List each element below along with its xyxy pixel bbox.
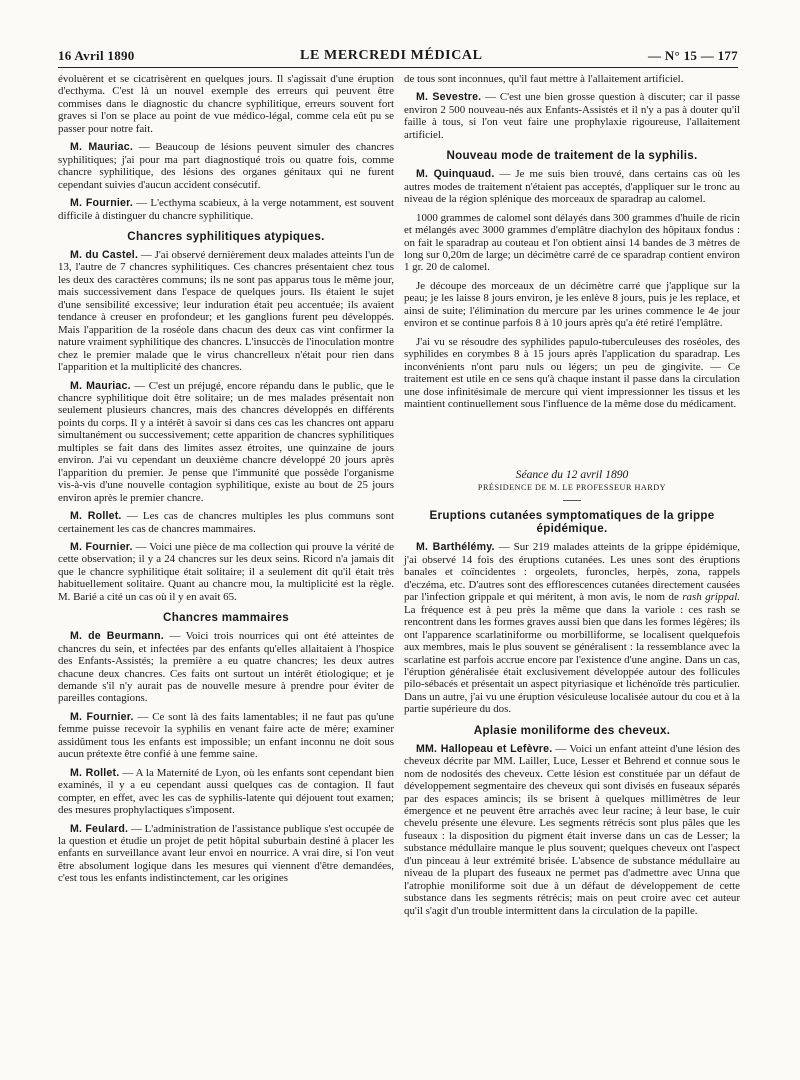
- speaker-name: M. Mauriac.: [70, 141, 133, 154]
- paragraph-text: — C'est un préjugé, encore répandu dans le public, que le chancre syphilitique doit être solitaire; un de mes malades présentait non seulement plusieurs chancres, mais des chancres développés en différents points du corps. Il y a intérêt à savoir si dans ces cas les chancres ont apparu simultanément ou successivement; cette apparition de chancres syphilitiques multiples se fait dans des limites assez étroites, une quinzaine de jours environ. J'ai vu cependant un deuxième chancre développé 20 jours après l'apparition du premier. Je pense que l'immunité que possède l'organisme vis-à-vis d'une nouvelle contagion syphilitique, existe au bout de 25 jours environ après le premier chancre.: [58, 379, 394, 504]
- section-heading: Eruptions cutanées symptomatiques de la grippe épidémique.: [429, 509, 715, 536]
- section-heading: Chancres mammaires: [163, 611, 289, 625]
- paragraph: [58, 823, 394, 885]
- paragraph: [58, 197, 394, 222]
- paragraph: 1000 grammes de calomel sont délayés dans 300 grammes d'huile de ricin et mélangés avec 3000 grammes d'emplâtre diachylon des hôpitaux fondus : on fait le sparadrap au couteau et l'on obtient ainsi 14 bandes de 3 mètres de long sur 0,20m de large; un décimètre carré de ce sparadrap contient environ 1 gr. 20 de calomel.: [404, 211, 740, 274]
- paragraph-text: — C'est une bien grosse question à discuter; car il passe environ 2 500 nouveau-nés aux Enfants-Assistés et il n'y a pas à douter qu'il faille à tous, si l'on veut faire une prophylaxie rigoureuse, l'allaitement artificiel.: [404, 91, 740, 141]
- speaker-name: M. Fournier.: [70, 710, 134, 723]
- paragraph: [404, 168, 740, 205]
- divider: [563, 500, 581, 501]
- paragraph-text: — L'administration de l'assistance publique s'est occupée de la question et étudie un projet de petit hôpital suburbain destiné à placer les enfants en surveillance avant leur envoi en nourrice. A vrai dire, si l'on veut être absolument logique dans les mesures qui viennent d'être demandées, c'est tous les enfants indistinctement, car les origines: [58, 822, 395, 885]
- paragraph: [58, 541, 394, 603]
- article-columns: [58, 73, 740, 923]
- speaker-name: M. Rollet.: [70, 510, 122, 523]
- paragraph: [58, 141, 394, 191]
- paragraph: [58, 380, 394, 505]
- paragraph: [404, 91, 740, 141]
- speaker-name: M. Rollet.: [70, 766, 120, 779]
- session-presidency: PRÉSIDENCE DE M. LE PROFESSEUR HARDY: [477, 483, 667, 493]
- paragraph-text: — L'ecthyma scabieux, à la verge notamment, est souvent difficile à distinguer du chancre syphilitique.: [58, 197, 394, 222]
- paragraph-text: — Je me suis bien trouvé, dans certains cas où les autres modes de traitement n'étaient pas acceptés, d'appliquer sur le tronc au niveau de la région splénique des morceaux de sparadrap au calomel.: [404, 168, 740, 206]
- speaker-name: M. Feulard.: [70, 822, 129, 835]
- paragraph: [58, 711, 394, 761]
- header-date: 16 Avril 1890: [58, 48, 135, 63]
- speaker-name: M. Barthélémy.: [416, 541, 495, 554]
- left-column: [58, 73, 394, 923]
- section-heading: Chancres syphilitiques atypiques.: [127, 229, 325, 243]
- speaker-name: M. du Castel.: [70, 248, 139, 261]
- speaker-name: M. Mauriac.: [70, 379, 131, 392]
- paragraph-text: — Voici une pièce de ma collection qui prouve la vérité de cette observation; il y a 24 chancres sur les deux seins. Ricord n'a jamais dit que le chancre syphilitique était solitaire; il a seulement dit qu'il était très habituellement solitaire. Quant au chancre mou, la multiplicité est la règle. M. Barié a cité un cas où il y en avait 65.: [58, 540, 395, 603]
- paragraph: de tous sont inconnues, qu'il faut mettre à l'allaitement artificiel.: [404, 73, 684, 85]
- speaker-name: M. Quinquaud.: [416, 168, 495, 181]
- speaker-name: M. Fournier.: [70, 197, 133, 210]
- paragraph-text: — J'ai observé dernièrement deux malades atteints l'un de 13, l'autre de 7 chancres syphilitiques. Ces chancres présentaient chez tous les deux des caractères communs; ils ne sont pas apparus tous le même jour, mais successivement dans l'espace de quelques jours. Ils étaient le sujet d'une sensibilité excessive; leur induration était peu accentuée; ils avaient tendance à creuser en profondeur; et les ganglions furent peu développés. Mais l'apparition de la roséole dans chacun des deux cas vint confirmer la nature vraiment syphilitique des chancres. L'insuccès de l'inoculation montre chez le premier malade que le virus chancrelleux n'était pour rien dans l'apparition et la multiplicité des chancres.: [58, 248, 395, 374]
- paragraph-text: — Beaucoup de lésions peuvent simuler des chancres syphilitiques; j'ai pour ma part diagnostiqué trois ou quatre fois, comme chancre syphilitique, des lésions des organes génitaux qui ne furent cependant suivies d'aucun accident consécutif.: [58, 141, 394, 191]
- paragraph-text: — A la Maternité de Lyon, où les enfants sont cependant bien examinés, il y a eu cependant aussi quelques cas de contagion. Il faut compter, en effet, avec les cas de syphilis-latente qui déjouent tout examen; des mesures prophylactiques s'imposent.: [58, 766, 394, 817]
- paragraph: Je découpe des morceaux de un décimètre carré que j'applique sur la peau; je les laisse 8 jours environ, je les enlève 8 jours, puis je les replace, et ainsi de suite; l'élimination du mercure par les urines commence le 4e jour environ et se continue parfois 8 à 10 jours après qu'a été retiré l'emplâtre.: [404, 279, 740, 330]
- section-heading: Nouveau mode de traitement de la syphilis.: [446, 149, 698, 163]
- paragraph-text: — Voici un enfant atteint d'une lésion des cheveux décrite par MM. Lailler, Luce, Lesser et Behrend et connue sous le nom de nodosités des cheveux. Cette lésion est constituée par un défaut de développement segmentaire des cheveux qui sont divisés en fuseaux séparés par des espaces amincis; ils se brisent à quelques millimètres de leur émergence et ne peuvent être arrachés avec leur racine; à leur base, le cuir chevelu présente une élevure. Les segments rétrécis sont plus pâles que les fuseaux : la disposition du pigment était inverse dans un cas de Lesser; la substance médullaire manque le plus souvent; quelques cheveux ont l'aspect d'un pinceau à leur extrémité brisée. L'absence de substance médullaire au niveau de la plupart des fuseaux ne permet pas d'admettre avec Unna que l'atrophie moniliforme soit due à un défaut de développement de cette substance dans les segments rétrécis; mais on peut croire avec cet auteur qu'il s'agit d'un trouble intermittent dans la circulation de la papille.: [404, 742, 740, 917]
- paragraph-text: — Voici trois nourrices qui ont été atteintes de chancres du sein, et infectées par des enfants qu'elles allaitaient à l'hospice des Enfants-Assistés; la première a eu quatre chancres; les deux autres chacune deux chancres. Ces faits ont surtout un intérêt étiologique; et je demande s'il n'y aurait pas de nouvelle mesure à prendre pour éviter de pareilles contagions.: [58, 630, 394, 705]
- paragraph-text: — Les cas de chancres multiples les plus communs sont certainement les cas de chancres mammaires.: [58, 510, 394, 535]
- speaker-name: M. de Beurmann.: [70, 630, 164, 643]
- journal-title: LE MERCREDI MÉDICAL: [300, 48, 483, 63]
- speaker-name: M. Sevestre.: [416, 91, 482, 104]
- page-number: — N° 15 — 177: [647, 48, 738, 63]
- section-heading: Aplasie moniliforme des cheveux.: [473, 723, 671, 737]
- right-column: [404, 73, 740, 923]
- emphasis-text: rash grippal.: [682, 591, 740, 604]
- paragraph-text: — Sur 219 malades atteints de la grippe épidémique, j'ai observé 14 fois des éruptions cutanées. Les unes sont des éruptions banales et coïncidentes : orgeolets, furoncles, herpès, zona, rappels d'eczéma, etc. D'autres sont des efflorescences cutanées directement causées par l'infection grippale et qui méritent, à mon avis, le nom de: [404, 541, 740, 604]
- speaker-name: M. Fournier.: [70, 540, 133, 553]
- paragraph: [58, 249, 394, 374]
- paragraph: [58, 510, 394, 535]
- paragraph-text: La fréquence est à peu près la même que dans la variole : ces rash se rencontrent dans les formes graves aussi bien que dans les formes légères; ils ont l'apparence scarlatiniforme ou morbilliforme, se localisent quelquefois aux membres, mais le plus souvent se généralisent : la ressemblance avec la scarlatine est parfois accrue encore par l'existence d'une angine. Dans un cas, l'éruption généralisée était exclusivement développée autour des follicules pilo-sébacés et présentait un aspect pityriasique et lichénoïde très particulier. Dans un autre, j'ai vu une éruption vésiculeuse localisée autour du cou et à la partie supérieure du dos.: [404, 603, 740, 716]
- speaker-name: MM. Hallopeau et Lefèvre.: [416, 742, 553, 755]
- page-header: [58, 38, 738, 68]
- paragraph: [58, 630, 394, 705]
- paragraph: évoluèrent et se cicatrisèrent en quelques jours. Il s'agissait d'une éruption d'ecthyma. C'est là un nouvel exemple des erreurs qui peuvent être commises dans le diagnostic du chancre syphilitique, erreurs souvent fort graves si l'on se place au point de vue médico-légal, comme cela eût pu se passer pour notre fait.: [58, 73, 394, 135]
- paragraph: [58, 767, 394, 817]
- session-title: Séance du 12 avril 1890: [515, 468, 629, 482]
- paragraph: [404, 541, 740, 715]
- paragraph: [404, 743, 740, 917]
- paragraph: J'ai vu se résoudre des syphilides papulo-tuberculeuses des roséoles, des syphilides en corymbes 8 à 15 jours après l'application du sparadrap. Les inconvénients n'ont paru nuls ou légers; un peu de gingivite. — Ce traitement est utile en ce sens qu'à chaque instant il passe dans la circulation une dose infinitésimale de mercure qui vient impressionner les tissus et les maintient continuellement sous l'influence de la même dose du médicament.: [404, 335, 740, 410]
- paragraph-text: — Ce sont là des faits lamentables; il ne faut pas qu'une femme puisse recevoir la syphilis en venant faire acte de mère; examiner assidûment tous les enfants est impossible; un enfant inconnu ne doit sous aucun prétexte être confié à une femme saine.: [58, 710, 394, 761]
